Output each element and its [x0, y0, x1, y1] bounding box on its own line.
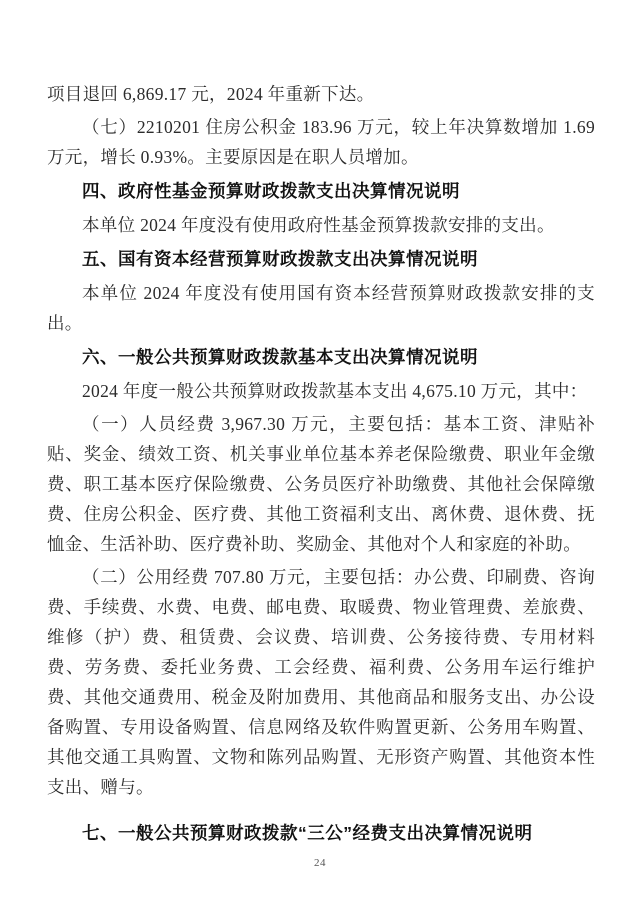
section-heading: 六、一般公共预算财政拨款基本支出决算情况说明: [82, 347, 478, 367]
paragraph: （七）2210201 住房公积金 183.96 万元，较上年决算数增加 1.69 万元，增长 0.93%。主要原因是在职人员增加。: [47, 117, 595, 167]
paragraph: 2024 年度一般公共预算财政拨款基本支出 4,675.10 万元，其中：: [82, 381, 588, 401]
paragraph: 本单位 2024 年度没有使用政府性基金预算拨款安排的支出。: [82, 215, 555, 235]
paragraph: 本单位 2024 年度没有使用国有资本经营预算财政拨款安排的支出。: [47, 283, 595, 333]
section-heading: 七、一般公共预算财政拨款“三公”经费支出决算情况说明: [82, 823, 533, 843]
paragraph: （一）人员经费 3,967.30 万元，主要包括：基本工资、津贴补贴、奖金、绩效工资、机关事业单位基本养老保险缴费、职业年金缴费、职工基本医疗保险缴费、公务员医疗补助缴费、其他社会保障缴费、住房公积金、医疗费、其他工资福利支出、离休费、退休费、抚恤金、生活补助、医疗费补助、奖励金、其他对个人和家庭的补助。: [47, 414, 595, 554]
paragraph: （二）公用经费 707.80 万元，主要包括：办公费、印刷费、咨询费、手续费、水费、电费、邮电费、取暖费、物业管理费、差旅费、维修（护）费、租赁费、会议费、培训费、公务接待费、专用材料费、劳务费、委托业务费、工会经费、福利费、公务用车运行维护费、其他交通费用、税金及附加费用、其他商品和服务支出、办公设备购置、专用设备购置、信息网络及软件购置更新、公务用车购置、其他交通工具购置、文物和陈列品购置、无形资产购置、其他资本性支出、赠与。: [47, 567, 595, 797]
section-heading: 四、政府性基金预算财政拨款支出决算情况说明: [82, 181, 460, 201]
page-number: 24: [314, 857, 326, 869]
document-content: [47, 79, 595, 848]
section-heading: 五、国有资本经营预算财政拨款支出决算情况说明: [82, 249, 478, 269]
paragraph: 项目退回 6,869.17 元，2024 年重新下达。: [47, 84, 375, 104]
